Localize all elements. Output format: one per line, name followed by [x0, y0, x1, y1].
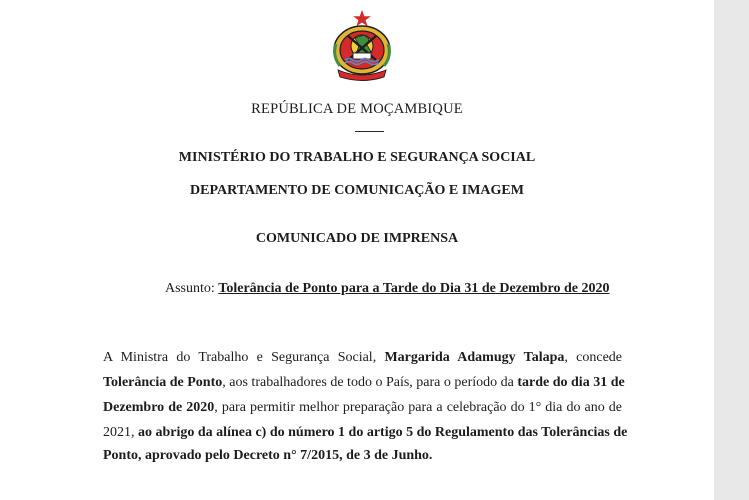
republic-heading: REPÚBLICA DE MOÇAMBIQUE: [251, 101, 463, 117]
paragraph-line: [103, 350, 622, 366]
paragraph-line: [103, 400, 622, 416]
subject-line: [165, 281, 610, 297]
heading-divider: [355, 131, 384, 132]
page-edge-margin: [714, 0, 749, 500]
minister-name: Margarida Adamugy Talapa: [384, 350, 565, 365]
department-heading: DEPARTAMENTO DE COMUNICAÇÃO E IMAGEM: [190, 183, 524, 198]
subject-label: Assunto:: [165, 281, 215, 296]
text-run-bold: Dezembro de 2020: [103, 400, 215, 415]
press-release-title: COMUNICADO DE IMPRENSA: [255, 231, 459, 246]
paragraph-line: [103, 448, 622, 464]
text-run: A Ministra do Trabalho e Segurança Social,: [103, 350, 385, 365]
text-run-bold: ao abrigo da alínea c) do número 1 do artigo 5 do Regulamento das Tolerâncias de: [138, 425, 628, 440]
text-run: 2021,: [103, 425, 138, 440]
text-run-bold: Tolerância de Ponto: [103, 375, 223, 390]
text-run: , aos trabalhadores de todo o País, para o período da: [222, 375, 518, 390]
paragraph-line: [103, 425, 628, 441]
mozambique-emblem-icon: [328, 8, 396, 84]
text-run: , concede: [564, 350, 622, 365]
subject-text: Tolerância de Ponto para a Tarde do Dia 31 de Dezembro de 2020: [218, 281, 610, 296]
paragraph-line: [103, 375, 625, 391]
ministry-heading: MINISTÉRIO DO TRABALHO E SEGURANÇA SOCIAL: [178, 150, 536, 165]
text-run-bold: tarde do dia 31 de: [517, 375, 625, 390]
text-run-bold: Ponto, aprovado pelo Decreto n° 7/2015, de 3 de Junho.: [103, 448, 433, 463]
text-run: , para permitir melhor preparação para a celebração do 1° dia do ano de: [214, 400, 622, 415]
